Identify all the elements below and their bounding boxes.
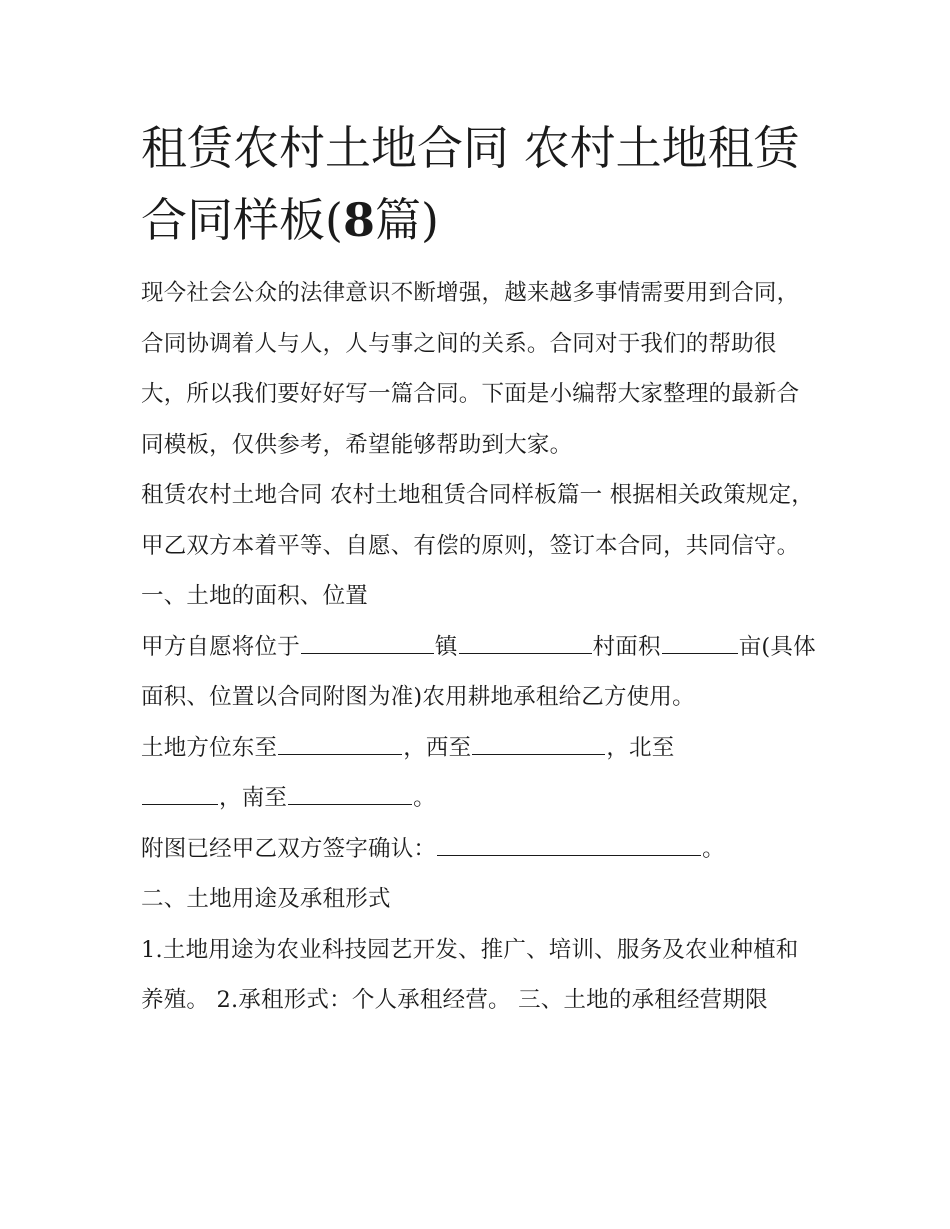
west-blank [472, 732, 605, 755]
area-blank [662, 631, 738, 654]
village-suffix: 村面积 [592, 633, 661, 660]
document-title [141, 112, 821, 256]
signature-blank [437, 833, 701, 856]
map-confirm-end: 。 [702, 835, 725, 862]
south-blank [288, 782, 412, 805]
map-confirm-prefix: 附图已经甲乙双方签字确认： [141, 835, 437, 862]
title-text-part2: 篇) [374, 193, 439, 247]
boundaries-paragraph [141, 723, 821, 824]
land-location-prefix: 甲方自愿将位于 [141, 633, 300, 660]
land-location-paragraph [141, 622, 821, 723]
document-page [141, 112, 821, 1026]
title-count: 8 [342, 193, 375, 247]
section-2-heading: 二、土地用途及承租形式 [141, 886, 391, 912]
section-2-body: 1.土地用途为农业科技园艺开发、推广、培训、服务及农业种植和养殖。 2.承租形式：个人承租经营。 三、土地的承租经营期限 [141, 936, 799, 1013]
north-blank [142, 782, 218, 805]
map-confirm-paragraph [141, 824, 821, 875]
unit-suffix: 亩 [738, 633, 762, 660]
east-blank [278, 732, 402, 755]
town-suffix: 镇 [434, 633, 458, 660]
intro-paragraph: 现今社会公众的法律意识不断增强，越来越多事情需要用到合同，合同协调着人与人，人与事之间的关系。合同对于我们的帮助很大，所以我们要好好写一篇合同。下面是小编帮大家整理的最新合同模板，仅供参考，希望能够帮助到大家。 [141, 280, 800, 458]
boundaries-end: 。 [413, 785, 436, 811]
land-location-rest: (具体面积、位置以合同附图为准)农用耕地承租给乙方使用。 [141, 633, 816, 710]
south-label: ，南至 [219, 785, 288, 811]
preamble-paragraph: 租赁农村土地合同 农村土地租赁合同样板篇一 根据相关政策规定，甲乙双方本着平等、自愿、有偿的原则，签订本合同，共同信守。 一、土地的面积、位置 [141, 482, 815, 609]
title-text-part1: 租赁农村土地合同 农村土地租赁合同样板( [141, 121, 800, 247]
village-blank [459, 631, 592, 654]
east-prefix: 土地方位东至 [141, 734, 278, 761]
west-label: ，西至 [403, 734, 472, 761]
north-label: ，北至 [606, 734, 675, 761]
town-blank [301, 631, 434, 654]
